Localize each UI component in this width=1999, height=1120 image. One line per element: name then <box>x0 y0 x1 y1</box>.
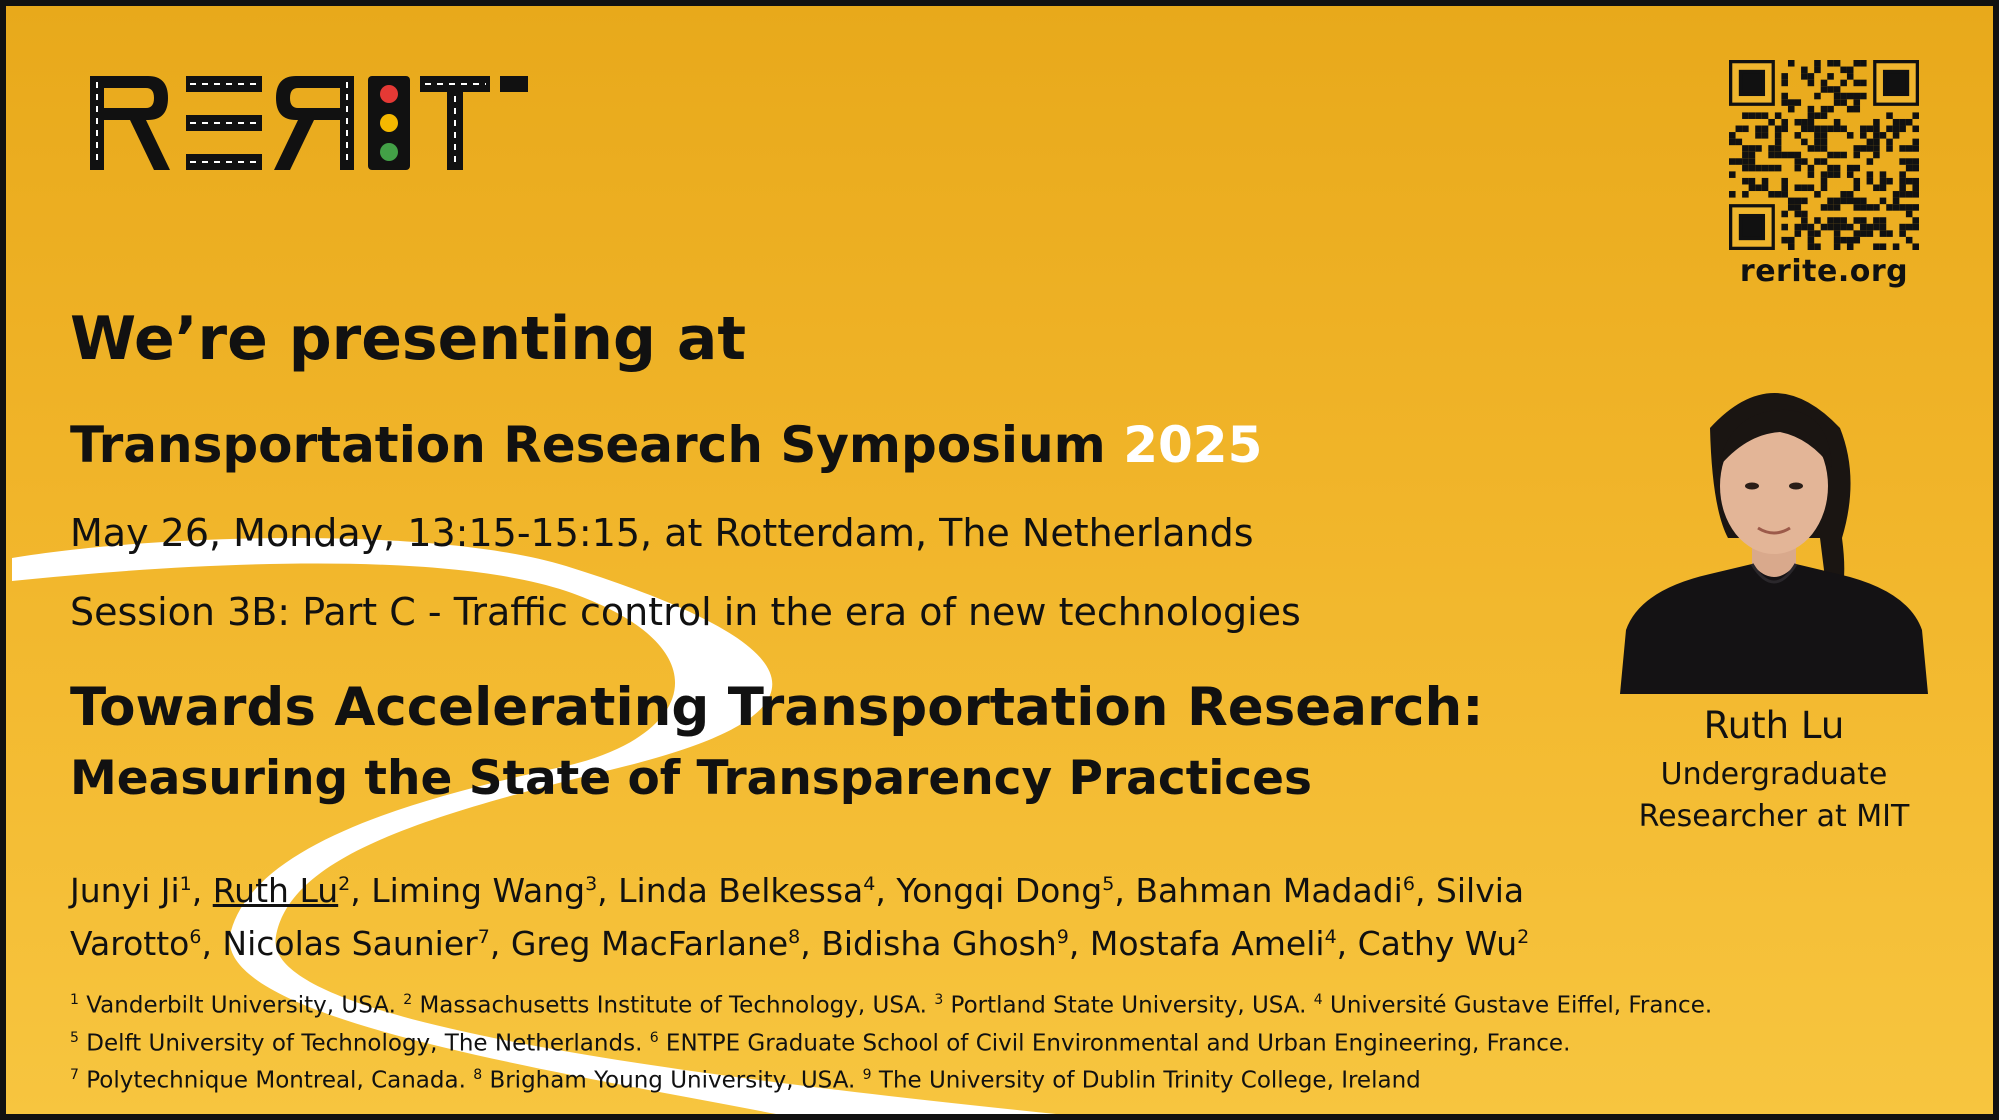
affiliation-line <box>70 1059 1720 1097</box>
author-affiliation-number: 9 <box>1056 926 1069 948</box>
qr-block <box>1724 60 1924 289</box>
affiliation-number: 7 <box>70 1067 79 1084</box>
affiliation-number: 1 <box>70 992 79 1008</box>
affiliation-text: ENTPE Graduate School of Civil Environmental and Urban Engineering, France. <box>658 1030 1571 1057</box>
author-name: Yongqi Dong <box>896 871 1103 910</box>
author <box>511 924 800 963</box>
qr-code-icon[interactable] <box>1729 60 1919 250</box>
author-name: Bahman Madadi <box>1135 871 1403 910</box>
author-affiliation-number: 5 <box>1102 873 1115 895</box>
affiliation-line <box>70 1022 1720 1060</box>
event-title: Transportation Research Symposium <box>70 416 1106 474</box>
affiliation-number: 6 <box>649 1029 659 1046</box>
presenter-role: Undergraduate Researcher at MIT <box>1638 757 1910 834</box>
author-affiliation-number: 6 <box>1402 873 1415 895</box>
presenting-heading: We’re presenting at <box>70 304 747 374</box>
affiliation-text: Delft University of Technology, The Netherlands. <box>78 1030 650 1057</box>
author <box>222 924 489 963</box>
author-name: Liming Wang <box>371 871 586 910</box>
presenter-photo <box>1620 368 1928 694</box>
amber-light-icon <box>380 114 398 132</box>
affiliation-number: 8 <box>473 1067 483 1084</box>
author <box>371 871 597 910</box>
affiliation-list <box>70 984 1720 1097</box>
affiliation-text: Vanderbilt University, USA. <box>78 992 404 1019</box>
red-light-icon <box>380 85 398 103</box>
affiliation-text: Massachusetts Institute of Technology, USA. <box>412 992 935 1019</box>
author-name: Junyi Ji <box>70 871 180 910</box>
presenter-name: Ruth Lu <box>1703 704 1845 747</box>
author <box>213 871 351 910</box>
affiliation-number: 9 <box>862 1067 872 1084</box>
rerite-logo <box>90 72 530 172</box>
author <box>1090 924 1337 963</box>
author-name: Mostafa Ameli <box>1089 924 1325 963</box>
author-name: Cathy Wu <box>1357 924 1518 963</box>
author-affiliation-number: 8 <box>788 926 801 948</box>
green-light-icon <box>380 143 398 161</box>
affiliation-text: Brigham Young University, USA. <box>482 1067 863 1094</box>
affiliation-line <box>70 984 1720 1022</box>
affiliation-number: 3 <box>934 992 944 1008</box>
event-name <box>70 416 1262 474</box>
paper-title-line2: Measuring the State of Transparency Practices <box>70 751 1313 806</box>
affiliation-text: Université Gustave Eiffel, France. <box>1322 992 1713 1019</box>
author-affiliation-number: 3 <box>585 873 598 895</box>
author-affiliation-number: 1 <box>179 873 192 895</box>
affiliation-number: 5 <box>70 1029 79 1046</box>
author-affiliation-number: 2 <box>338 873 351 895</box>
author-name: Greg MacFarlane <box>510 924 789 963</box>
author-affiliation-number: 2 <box>1517 926 1530 948</box>
author-name: Ruth Lu <box>212 871 339 910</box>
author-affiliation-number: 6 <box>189 926 202 948</box>
affiliation-text: The University of Dublin Trinity College, Ireland <box>871 1067 1421 1094</box>
event-year: 2025 <box>1123 416 1263 474</box>
paper-title-line1: Towards Accelerating Transportation Research: <box>70 677 1484 738</box>
affiliation-number: 4 <box>1313 992 1323 1008</box>
author-name: Silvia Varotto <box>70 871 1525 963</box>
affiliation-text: Polytechnique Montreal, Canada. <box>78 1067 474 1094</box>
author <box>1358 924 1530 963</box>
qr-caption[interactable]: rerite.org <box>1739 254 1909 289</box>
author-name: Nicolas Saunier <box>222 924 478 963</box>
author <box>70 871 192 910</box>
author-affiliation-number: 4 <box>1324 926 1337 948</box>
rerite-logo-graphic <box>90 72 530 172</box>
date-location: May 26, Monday, 13:15-15:15, at Rotterdam, The Netherlands <box>70 511 1254 555</box>
affiliation-text: Portland State University, USA. <box>943 992 1314 1019</box>
author-name: Bidisha Ghosh <box>821 924 1057 963</box>
author <box>1135 871 1415 910</box>
author-list: Junyi Ji$^1$, Ruth Lu$^2$, Liming Wang$^3$, Linda Belkessa$^4$, Yongqi Dong$^5$, Bahman Madadi$^6$, Silvia Varotto$^6$, Nicolas Saunier$^7$, Greg MacFarlane$^8$, Bidisha Ghosh$^9$, Mostafa Ameli$^4$, Cathy Wu$^2$ <box>70 871 1530 963</box>
author-affiliation-number: 7 <box>477 926 490 948</box>
author-affiliation-number: 4 <box>863 873 876 895</box>
affiliation-number: 2 <box>403 992 413 1008</box>
session-info: Session 3B: Part C - Traffic control in the era of new technologies <box>70 590 1301 634</box>
author <box>618 871 875 910</box>
author <box>821 924 1069 963</box>
author-name: Linda Belkessa <box>618 871 864 910</box>
author <box>896 871 1114 910</box>
